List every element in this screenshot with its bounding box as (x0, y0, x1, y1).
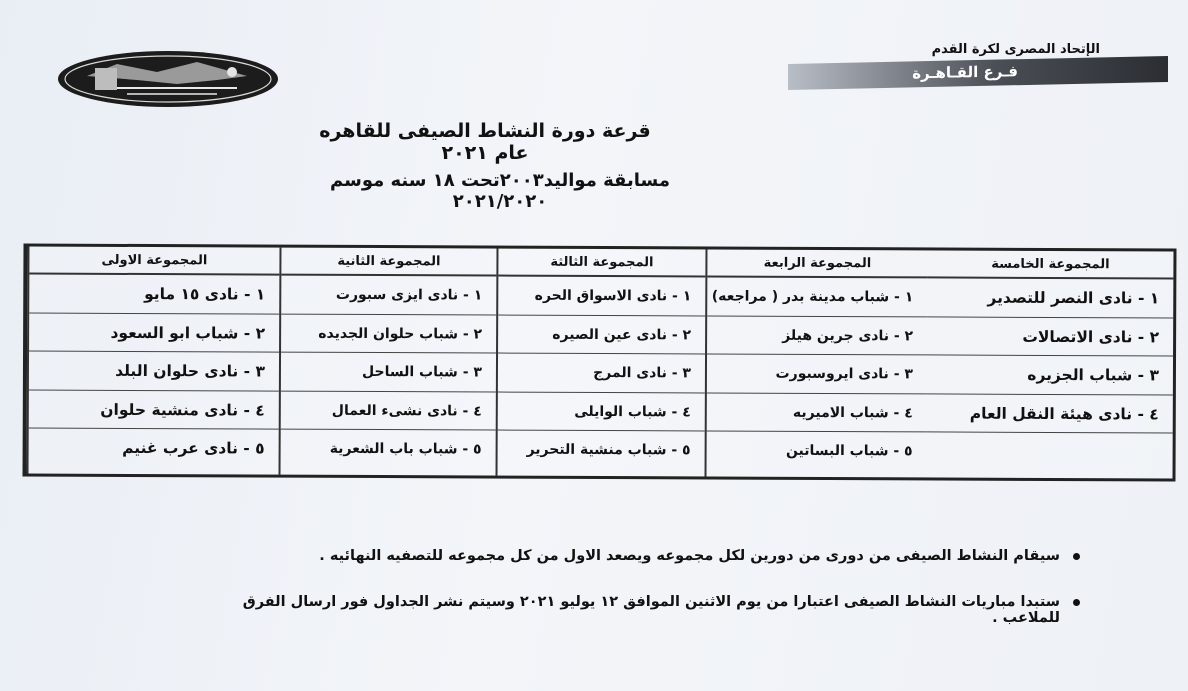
team-cell: ٤ - نادى هيئة النقل العام (927, 394, 1173, 434)
group-header: المجموعة الخامسة (927, 250, 1173, 279)
group-header: المجموعة الرابعة (707, 249, 927, 278)
team-cell: ٢ - شباب ابو السعود (29, 313, 279, 353)
team-cell: ٤ - نادى نشىء العمال (281, 391, 496, 431)
notes-list (220, 548, 1080, 656)
team-cell: ١ - نادى النصر للتصدير (927, 278, 1173, 318)
team-cell: ١ - شباب مدينة بدر ( مراجعه) (707, 277, 927, 317)
bullet-icon (1073, 553, 1080, 560)
branch-banner (788, 56, 1168, 90)
team-cell: ١ - نادى ايزى سبورت (281, 276, 496, 316)
group-column-1 (27, 247, 280, 475)
federation-name: الإتحاد المصرى لكرة القدم (931, 42, 1100, 57)
group-header: المجموعة الاولى (29, 247, 279, 276)
team-cell: ٣ - شباب الساحل (281, 353, 496, 393)
group-header: المجموعة الثانية (281, 248, 496, 277)
team-cell (927, 433, 1173, 473)
team-cell: ٣ - نادى المرج (498, 354, 705, 393)
team-cell: ٣ - نادى ايروسبورت (707, 355, 927, 395)
team-cell: ٣ - شباب الجزيره (927, 356, 1173, 396)
team-cell: ٣ - نادى حلوان البلد (29, 352, 279, 392)
team-cell: ٤ - نادى منشية حلوان (29, 390, 279, 430)
team-cell: ٥ - شباب باب الشعرية (329, 441, 482, 458)
team-cell: ٢ - نادى عين الصيره (498, 315, 705, 354)
note-text: سيقام النشاط الصيفى من دورى من دورين لكل مجموعه ويصعد الاول من كل مجموعه للتصفيه النهائيه . (319, 548, 1060, 564)
group-column-4 (705, 249, 928, 477)
groups-table (22, 243, 1176, 481)
group-column-3 (496, 249, 706, 477)
page-subtitle: مسابقة مواليد٢٠٠٣تحت ١٨ سنه موسم ٢٠٢١/٢٠٢٠ (330, 170, 670, 212)
group-column-5 (927, 250, 1174, 478)
group-column-2 (279, 248, 497, 476)
team-cell: ٥ - نادى عرب غنيم (122, 439, 265, 458)
team-cell: ٢ - نادى الاتصالات (927, 317, 1173, 357)
team-cell: ١ - نادى الاسواق الحره (498, 277, 705, 316)
group-header: المجموعة الثالثة (498, 249, 705, 278)
team-cell: ٢ - شباب حلوان الجديده (281, 314, 496, 354)
note-text: ستبدا مباريات النشاط الصيفى اعتبارا من يوم الاثنين الموافق ١٢ يوليو ٢٠٢١ وسيتم نشر الجداول فور ارسال الفرق للملاعب . (242, 594, 1060, 626)
page-title: قرعة دورة النشاط الصيفى للقاهره عام ٢٠٢١ (319, 120, 651, 164)
team-cell: ٤ - شباب الوايلى (498, 392, 705, 431)
branch-name: فـرع القـاهـرة (912, 62, 1018, 83)
team-cell: ٤ - شباب الاميريه (707, 393, 927, 433)
note-item (220, 548, 1080, 564)
team-cell: ٥ - شباب منشية التحرير (526, 442, 691, 459)
note-item (220, 594, 1080, 626)
team-cell: ١ - نادى ١٥ مايو (29, 275, 279, 315)
federation-logo (57, 50, 279, 108)
bullet-icon (1073, 599, 1080, 606)
team-cell: ٢ - نادى جرين هيلز (707, 316, 927, 356)
team-cell: ٥ - شباب البساتين (785, 443, 913, 460)
